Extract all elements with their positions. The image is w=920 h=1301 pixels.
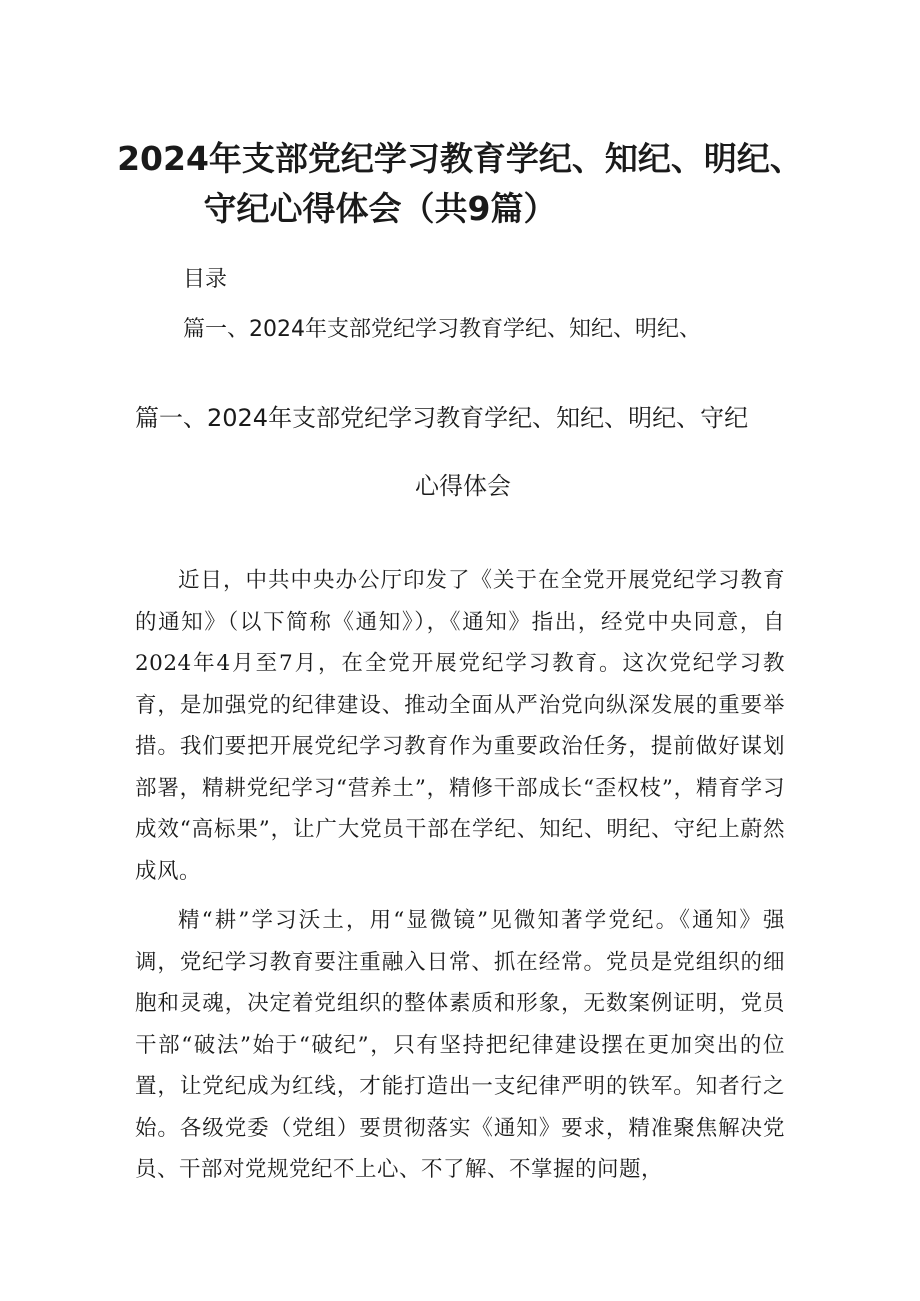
document-title-line1: 2024年支部党纪学习教育学纪、知纪、明纪、 [117, 139, 803, 178]
document-title-line2: 守纪心得体会（共9篇） [203, 189, 557, 228]
body-paragraph-1: 近日，中共中央办公厅印发了《关于在全党开展党纪学习教育的通知》（以下简称《通知》），《通知》指出，经党中央同意，自2024年4月至7月，在全党开展党纪学习教育。这次党纪学习教育，是加强党的纪律建设、推动全面从严治党向纵深发展的重要举措。我们要把开展党纪学习教育作为重要政治任务，提前做好谋划部署，精耕党纪学习“营养土”，精修干部成长“歪权枝”，精育学习成效“高标果”，让广大党员干部在学纪、知纪、明纪、守纪上蔚然成风。 [135, 568, 785, 884]
toc-item[interactable]: 篇一、2024年支部党纪学习教育学纪、知纪、明纪、 [183, 317, 701, 342]
body-paragraph-2: 精“耕”学习沃土，用“显微镜”见微知著学党纪。《通知》强调，党纪学习教育要注重融入日常、抓在经常。党员是党组织的细胞和灵魂，决定着党组织的整体素质和形象，无数案例证明，党员干部“破法”始于“破纪”，只有坚持把纪律建设摆在更加突出的位置，让党纪成为红线，才能打造出一支纪律严明的铁军。知者行之始。各级党委（党组）要贯彻落实《通知》要求，精准聚焦解决党员、干部对党规党纪不上心、不了解、不掌握的问题， [135, 908, 785, 1182]
section-title-line2: 心得体会 [415, 472, 511, 500]
toc-heading: 目录 [183, 267, 228, 292]
section-title-line1: 篇一、2024年支部党纪学习教育学纪、知纪、明纪、守纪 [135, 404, 749, 432]
